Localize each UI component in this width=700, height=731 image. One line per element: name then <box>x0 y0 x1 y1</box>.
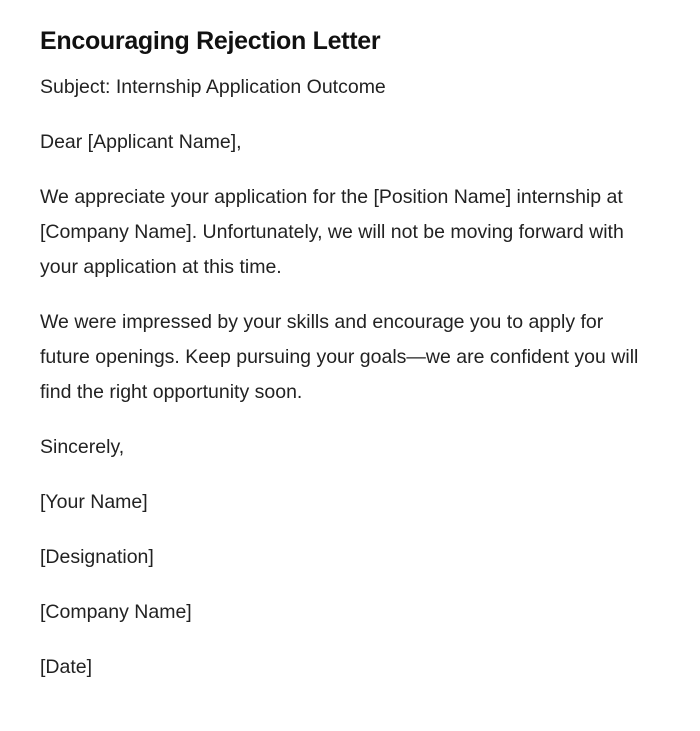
signature-date: [Date] <box>40 656 93 678</box>
body-paragraph-2: We were impressed by your skills and encourage you to apply for future openings. Keep pursuing your goals—we are confident you will find the right opportunity soon. <box>40 311 639 403</box>
closing: Sincerely, <box>40 436 125 458</box>
signature-designation: [Designation] <box>40 546 154 568</box>
signature-name: [Your Name] <box>40 491 148 513</box>
subject-line: Subject: Internship Application Outcome <box>40 76 386 98</box>
body-paragraph-1: We appreciate your application for the [Position Name] internship at [Company Name]. Unfortunately, we will not be moving forward with your application at this time. <box>40 186 624 278</box>
letter-document <box>40 24 640 685</box>
salutation: Dear [Applicant Name], <box>40 131 242 153</box>
page-title: Encouraging Rejection Letter <box>40 27 381 55</box>
signature-company: [Company Name] <box>40 601 192 623</box>
